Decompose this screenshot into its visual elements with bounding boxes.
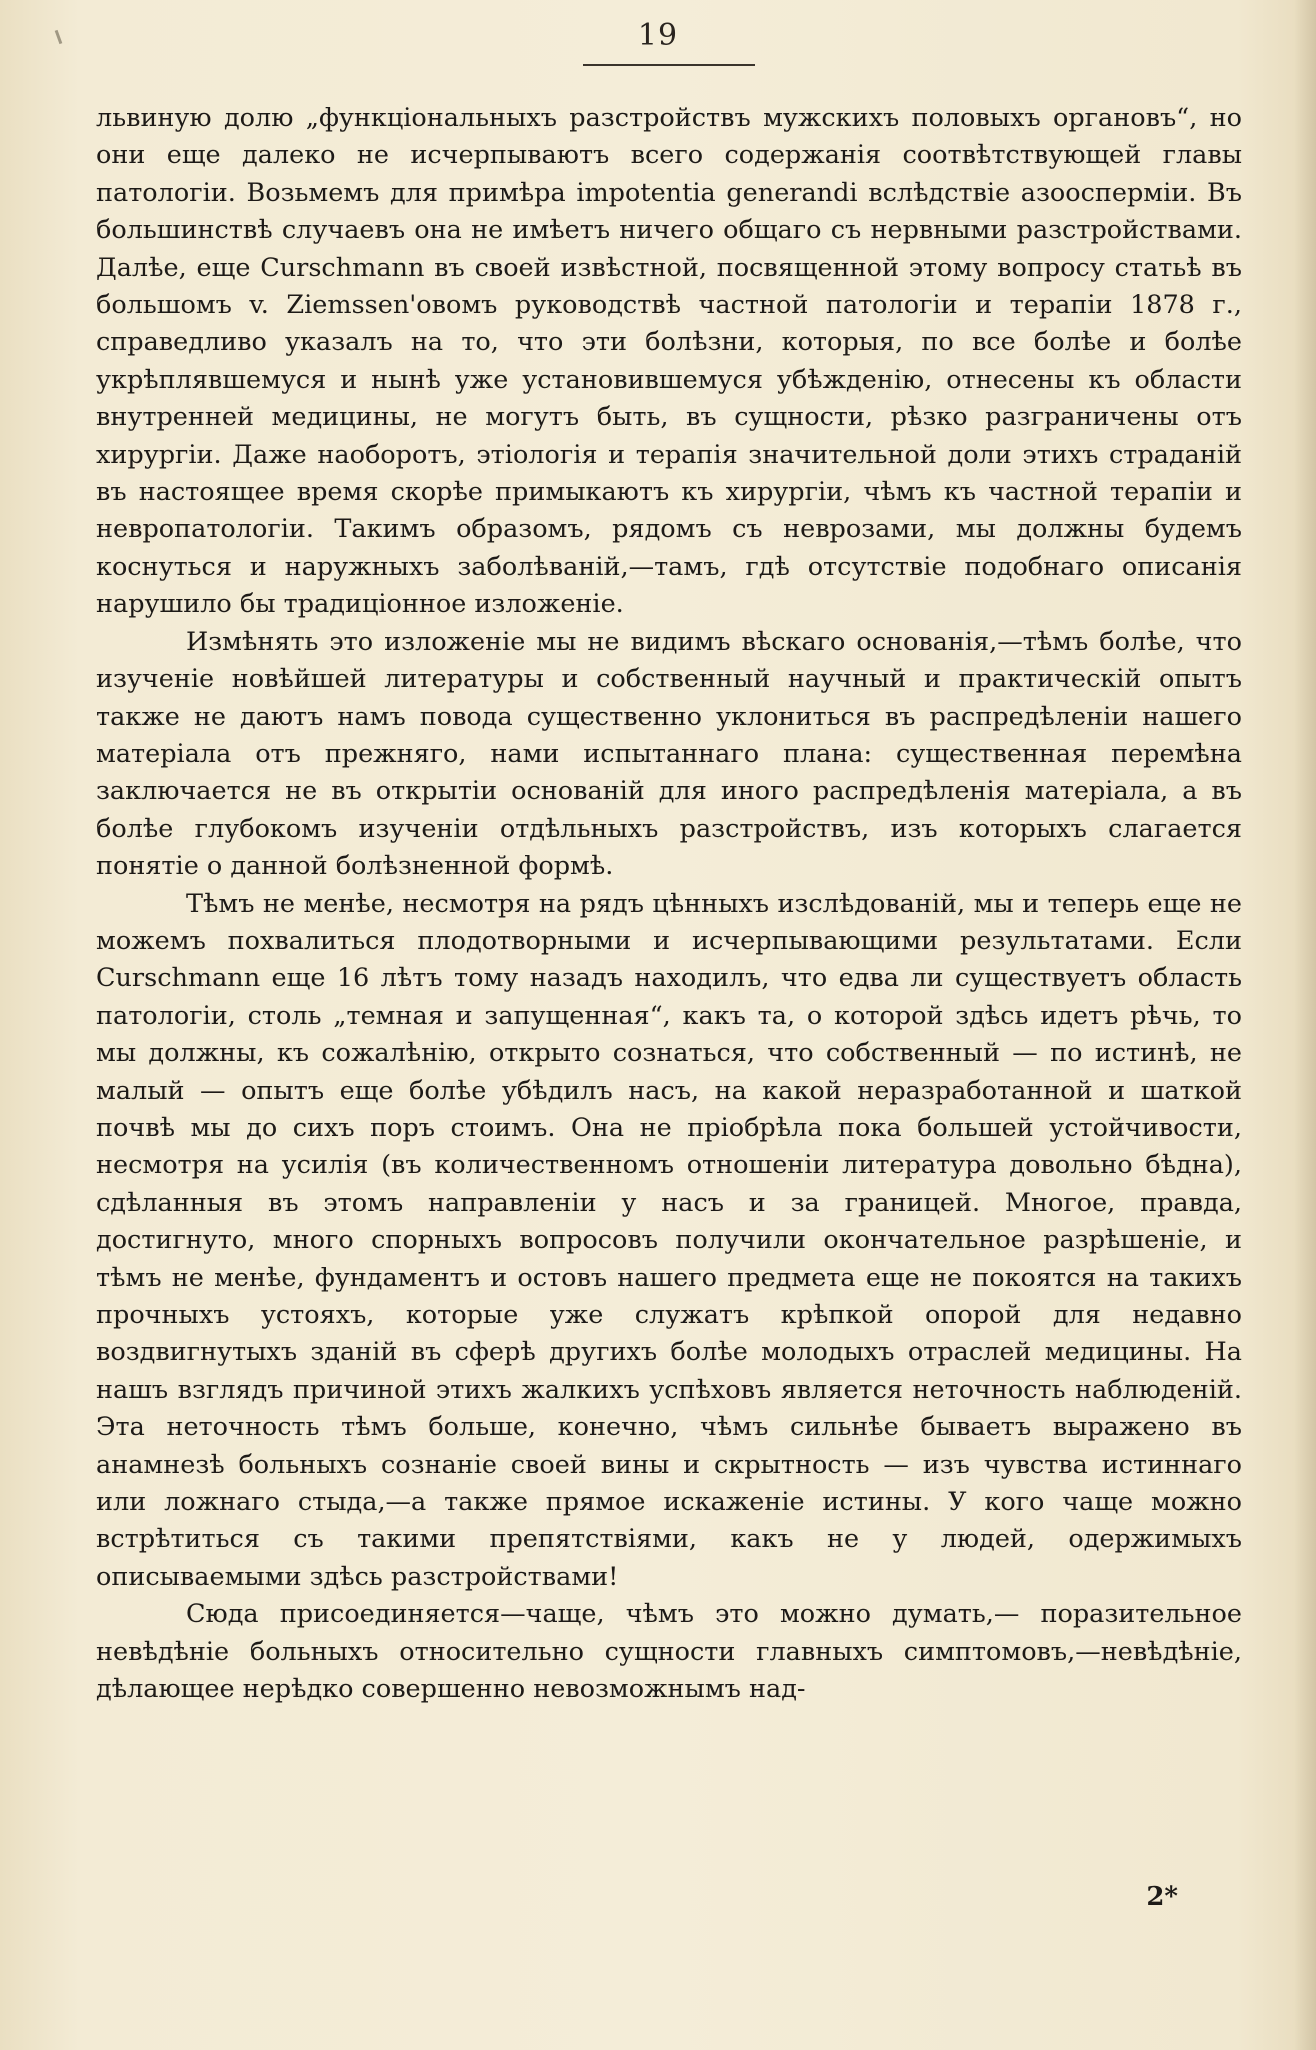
page-edge-shadow <box>1294 0 1316 2050</box>
printer-signature-mark: 2* <box>1146 1882 1178 1912</box>
paragraph-1: львиную долю „функціональныхъ разстройствъ мужскихъ половыхъ органовъ“, но они еще далеко не исчерпываютъ всего содержанія соотвѣтствующей главы патологіи. Возьмемъ для примѣра impotentia generandi вслѣдствіе азооспермiи. Въ большинствѣ случаевъ она не имѣетъ ничего общаго съ нервными разстройствами. Далѣе, еще Curschmann въ своей извѣстной, посвященной этому вопросу статьѣ въ большомъ v. Ziemssen'овомъ руководствѣ частной патологіи и терапіи 1878 г., справедливо указалъ на то, что эти болѣзни, которыя, по все болѣе и болѣе укрѣплявшемуся и нынѣ уже установившемуся убѣжденію, отнесены къ области внутренней медицины, не могутъ быть, въ сущности, рѣзко разграничены отъ хирургіи. Даже наоборотъ, этіологія и терапія значительной доли этихъ страданій въ настоящее время скорѣе примыкаютъ къ хирургіи, чѣмъ къ частной терапіи и невропатологіи. Такимъ образомъ, рядомъ съ неврозами, мы должны будемъ коснуться и наружныхъ заболѣваній,—тамъ, гдѣ отсутствіе подобнаго описанія нарушило бы традиціонное изложеніе. <box>96 103 1242 620</box>
page-number: 19 <box>637 18 679 53</box>
paragraph-2: Измѣнять это изложеніе мы не видимъ вѣскаго основанія,—тѣмъ болѣе, что изученіе новѣйшей литературы и собственный научный и практическій опытъ также не даютъ намъ повода существенно уклониться въ распредѣленіи нашего матеріала отъ прежняго, нами испытаннаго плана: существенная перемѣна заключается не въ открытіи основаній для иного распредѣленія матеріала, а въ болѣе глубокомъ изученіи отдѣльныхъ разстройствъ, изъ которыхъ слагается понятіе о данной болѣзненной формѣ. <box>96 626 1242 882</box>
page-number-rule <box>583 64 755 66</box>
paragraph-3: Тѣмъ не менѣе, несмотря на рядъ цѣнныхъ изслѣдованій, мы и теперь еще не можемъ похвалиться плодотворными и исчерпывающими результатами. Если Curschmann еще 16 лѣтъ тому назадъ находилъ, что едва ли существуетъ область патологіи, столь „темная и запущенная“, какъ та, о которой здѣсь идетъ рѣчь, то мы должны, къ сожалѣнію, открыто сознаться, что собственный — по истинѣ, не малый — опытъ еще болѣе убѣдилъ насъ, на какой неразработанной и шаткой почвѣ мы до сихъ поръ стоимъ. Она не пріобрѣла пока большей устойчивости, несмотря на усилія (въ количественномъ отношеніи литература довольно бѣдна), сдѣланныя въ этомъ направленіи у насъ и за границей. Многое, правда, достигнуто, много спорныхъ вопросовъ получили окончательное разрѣшеніе, и тѣмъ не менѣе, фундаментъ и остовъ нашего предмета еще не покоятся на такихъ прочныхъ устояхъ, которые уже служатъ крѣпкой опорой для недавно воздвигнутыхъ зданій въ сферѣ другихъ болѣе молодыхъ отраслей медицины. На нашъ взглядъ причиной этихъ жалкихъ успѣховъ является неточность наблюденій. Эта неточность тѣмъ больше, конечно, чѣмъ сильнѣе бываетъ выражено въ анамнезѣ больныхъ сознаніе своей вины и скрытность — изъ чувства истиннаго или ложнаго стыда,—а также прямое искаженіе истины. У кого чаще можно встрѣтиться съ такими препятствіями, какъ не у людей, одержимыхъ описываемыми здѣсь разстройствами! <box>96 888 1242 1592</box>
body-text <box>96 100 1242 1708</box>
paragraph-4: Сюда присоединяется—чаще, чѣмъ это можно думать,— поразительное невѣдѣніе больныхъ относительно сущности главныхъ симптомовъ,—невѣдѣніе, дѣлающее нерѣдко совершенно невозможнымъ над- <box>96 1599 1242 1705</box>
